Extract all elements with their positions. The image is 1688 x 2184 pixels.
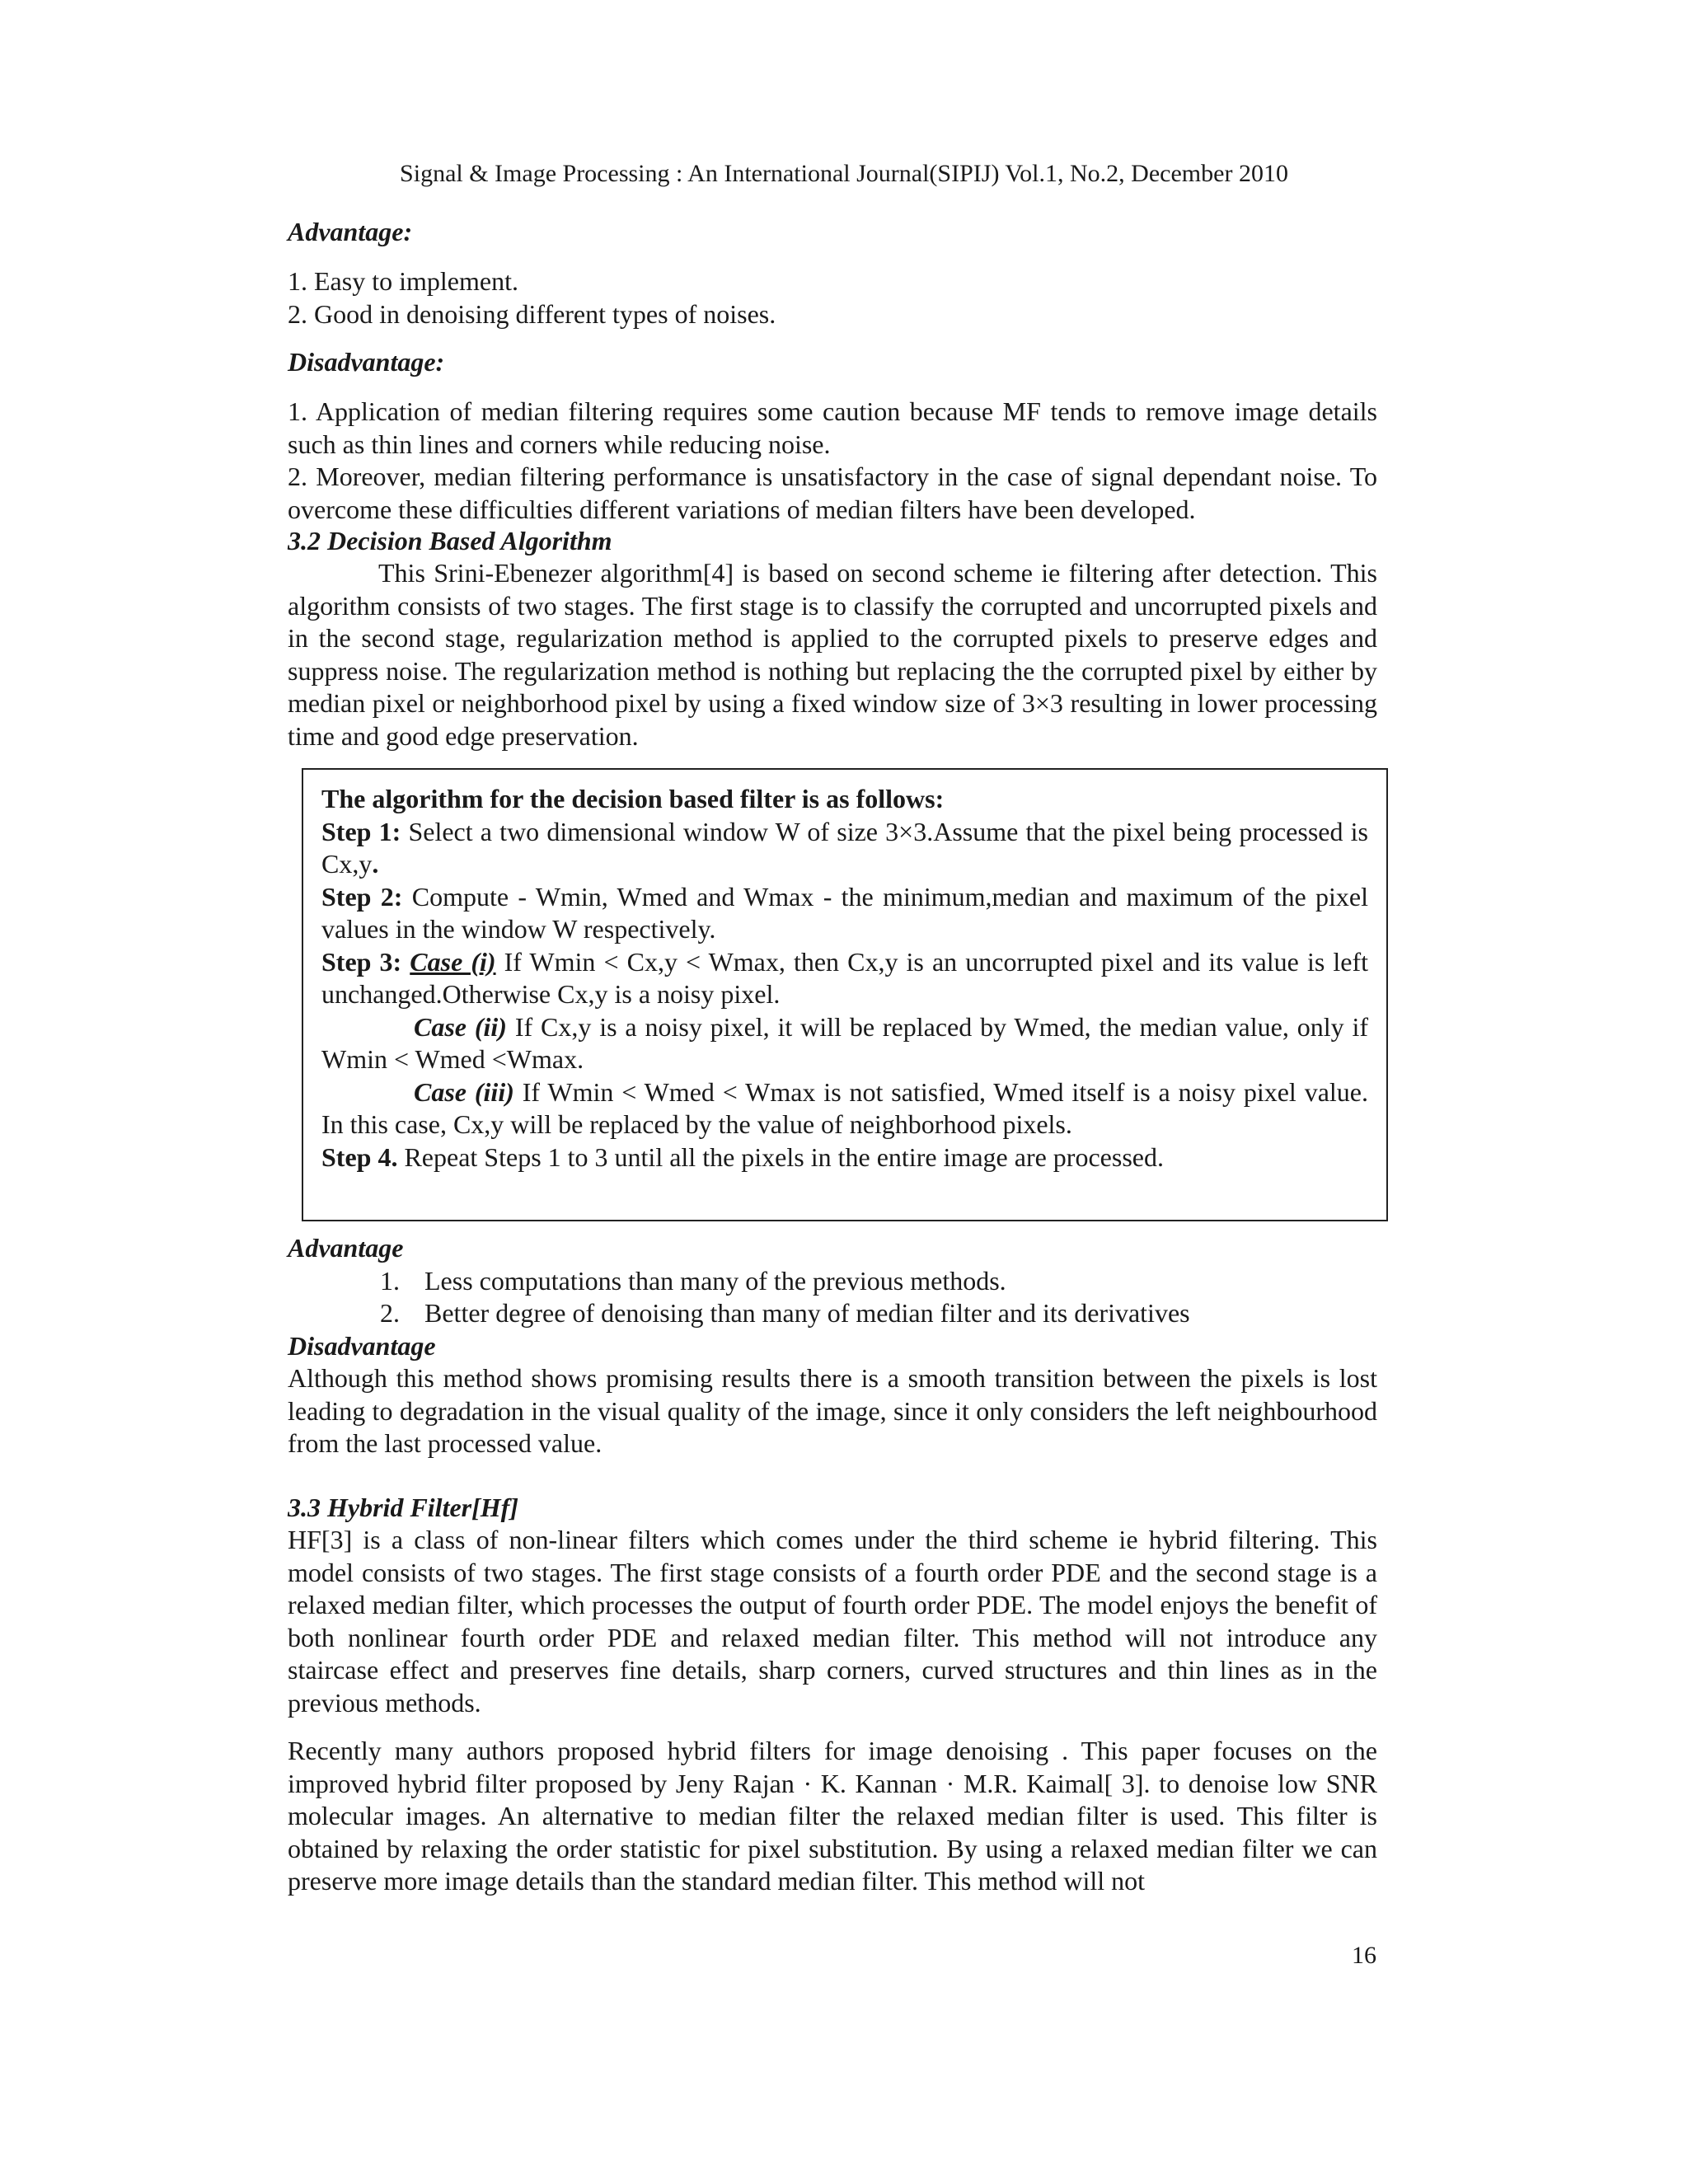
algorithm-box — [302, 768, 1388, 1221]
running-header: Signal & Image Processing : An International Journal(SIPIJ) Vol.1, No.2, December 2010 — [400, 160, 1288, 187]
advantage-list-1 — [288, 265, 1377, 330]
step-3-case-3: Case (iii) If Wmin < Wmed < Wmax is not satisfied, Wmed itself is a noisy pixel value. In this case, Cx,y will be replaced by the value of neighborhood pixels. — [321, 1076, 1369, 1139]
disadvantage-heading-1: Disadvantage: — [288, 347, 445, 377]
disadvantage-body-1 — [288, 396, 1377, 526]
section-heading-3-2: 3.2 Decision Based Algorithm — [288, 526, 612, 555]
list-item: 2. Good in denoising different types of noises. — [288, 298, 776, 329]
algorithm-content — [321, 783, 1368, 1174]
step-4: Step 4. Repeat Steps 1 to 3 until all the pixels in the entire image are processed. — [321, 1141, 1164, 1172]
section-3-3-paragraph-2: Recently many authors proposed hybrid filters for image denoising . This paper focuses on the improved hybrid filter proposed by Jeny Rajan · K. Kannan · M.R. Kaimal[ 3]. to denoise low SNR molecular images. An alternative to median filter the relaxed median filter is used. This filter is obtained by relaxing the order statistic for pixel substitution. By using a relaxed median filter we can preserve more image details than the standard median filter. This method will not — [288, 1736, 1377, 1896]
list-item: 2. Moreover, median filtering performance is unsatisfactory in the case of signal dependant noise. To overcome these difficulties different variations of median filters have been developed. — [288, 462, 1377, 524]
list-item: 2. Better degree of denoising than many of median filter and its derivatives — [380, 1298, 1190, 1328]
list-item: 1. Application of median filtering requires some caution because MF tends to remove image details such as thin lines and corners while reducing noise. — [288, 396, 1377, 459]
step-2: Step 2: Compute - Wmin, Wmed and Wmax - the minimum,median and maximum of the pixel values in the window W respectively. — [321, 881, 1369, 944]
list-item: 1. Easy to implement. — [288, 266, 518, 296]
step-1: Step 1: Select a two dimensional window W of size 3×3.Assume that the pixel being processed is Cx,y. — [321, 816, 1369, 879]
advantage-heading-2: Advantage — [288, 1233, 404, 1263]
section-3-3-paragraph-1: HF[3] is a class of non-linear filters which comes under the third scheme ie hybrid filtering. This model consists of two stages. The first stage consists of a fourth order PDE and the second stage is a relaxed median filter, which processes the output of fourth order PDE. The model enjoys the benefit of both nonlinear fourth order PDE and relaxed median filter. This method will not introduce any staircase effect and preserves fine details, sharp corners, curved structures and thin lines as in the previous methods. — [288, 1525, 1377, 1718]
advantage-heading-1: Advantage: — [288, 217, 413, 246]
section-heading-3-3: 3.3 Hybrid Filter[Hf] — [288, 1493, 518, 1522]
step-3-case-2: Case (ii) If Cx,y is a noisy pixel, it will be replaced by Wmed, the median value, only if Wmin < Wmed <Wmax. — [321, 1011, 1369, 1074]
step-3-case-1: Step 3: Case (i) If Wmin < Cx,y < Wmax, then Cx,y is an uncorrupted pixel and its value is left unchanged.Otherwise Cx,y is a noisy pixel. — [321, 946, 1369, 1009]
advantage-list-2 — [288, 1265, 1377, 1330]
disadvantage-body-2: Although this method shows promising results there is a smooth transition between the pixels is lost leading to degradation in the visual quality of the image, since it only considers the left neighbourhood from the last processed value. — [288, 1363, 1377, 1458]
list-item: 1. Less computations than many of the previous methods. — [380, 1265, 1006, 1296]
section-3-2-paragraph: This Srini-Ebenezer algorithm[4] is based on second scheme ie filtering after detection. This algorithm consists of two stages. The first stage is to classify the corrupted and uncorrupted pixels and in the second stage, regularization method is applied to the corrupted pixels to preserve edges and suppress noise. The regularization method is nothing but replacing the the corrupted pixel by either by median pixel or neighborhood pixel by using a fixed window size of 3×3 resulting in lower processing time and good edge preservation. — [288, 558, 1377, 751]
page-number: 16 — [1352, 1942, 1376, 1969]
algorithm-title: The algorithm for the decision based filter is as follows: — [321, 784, 945, 813]
disadvantage-heading-2: Disadvantage — [288, 1330, 436, 1361]
advantage-block-2 — [288, 1232, 1377, 1460]
